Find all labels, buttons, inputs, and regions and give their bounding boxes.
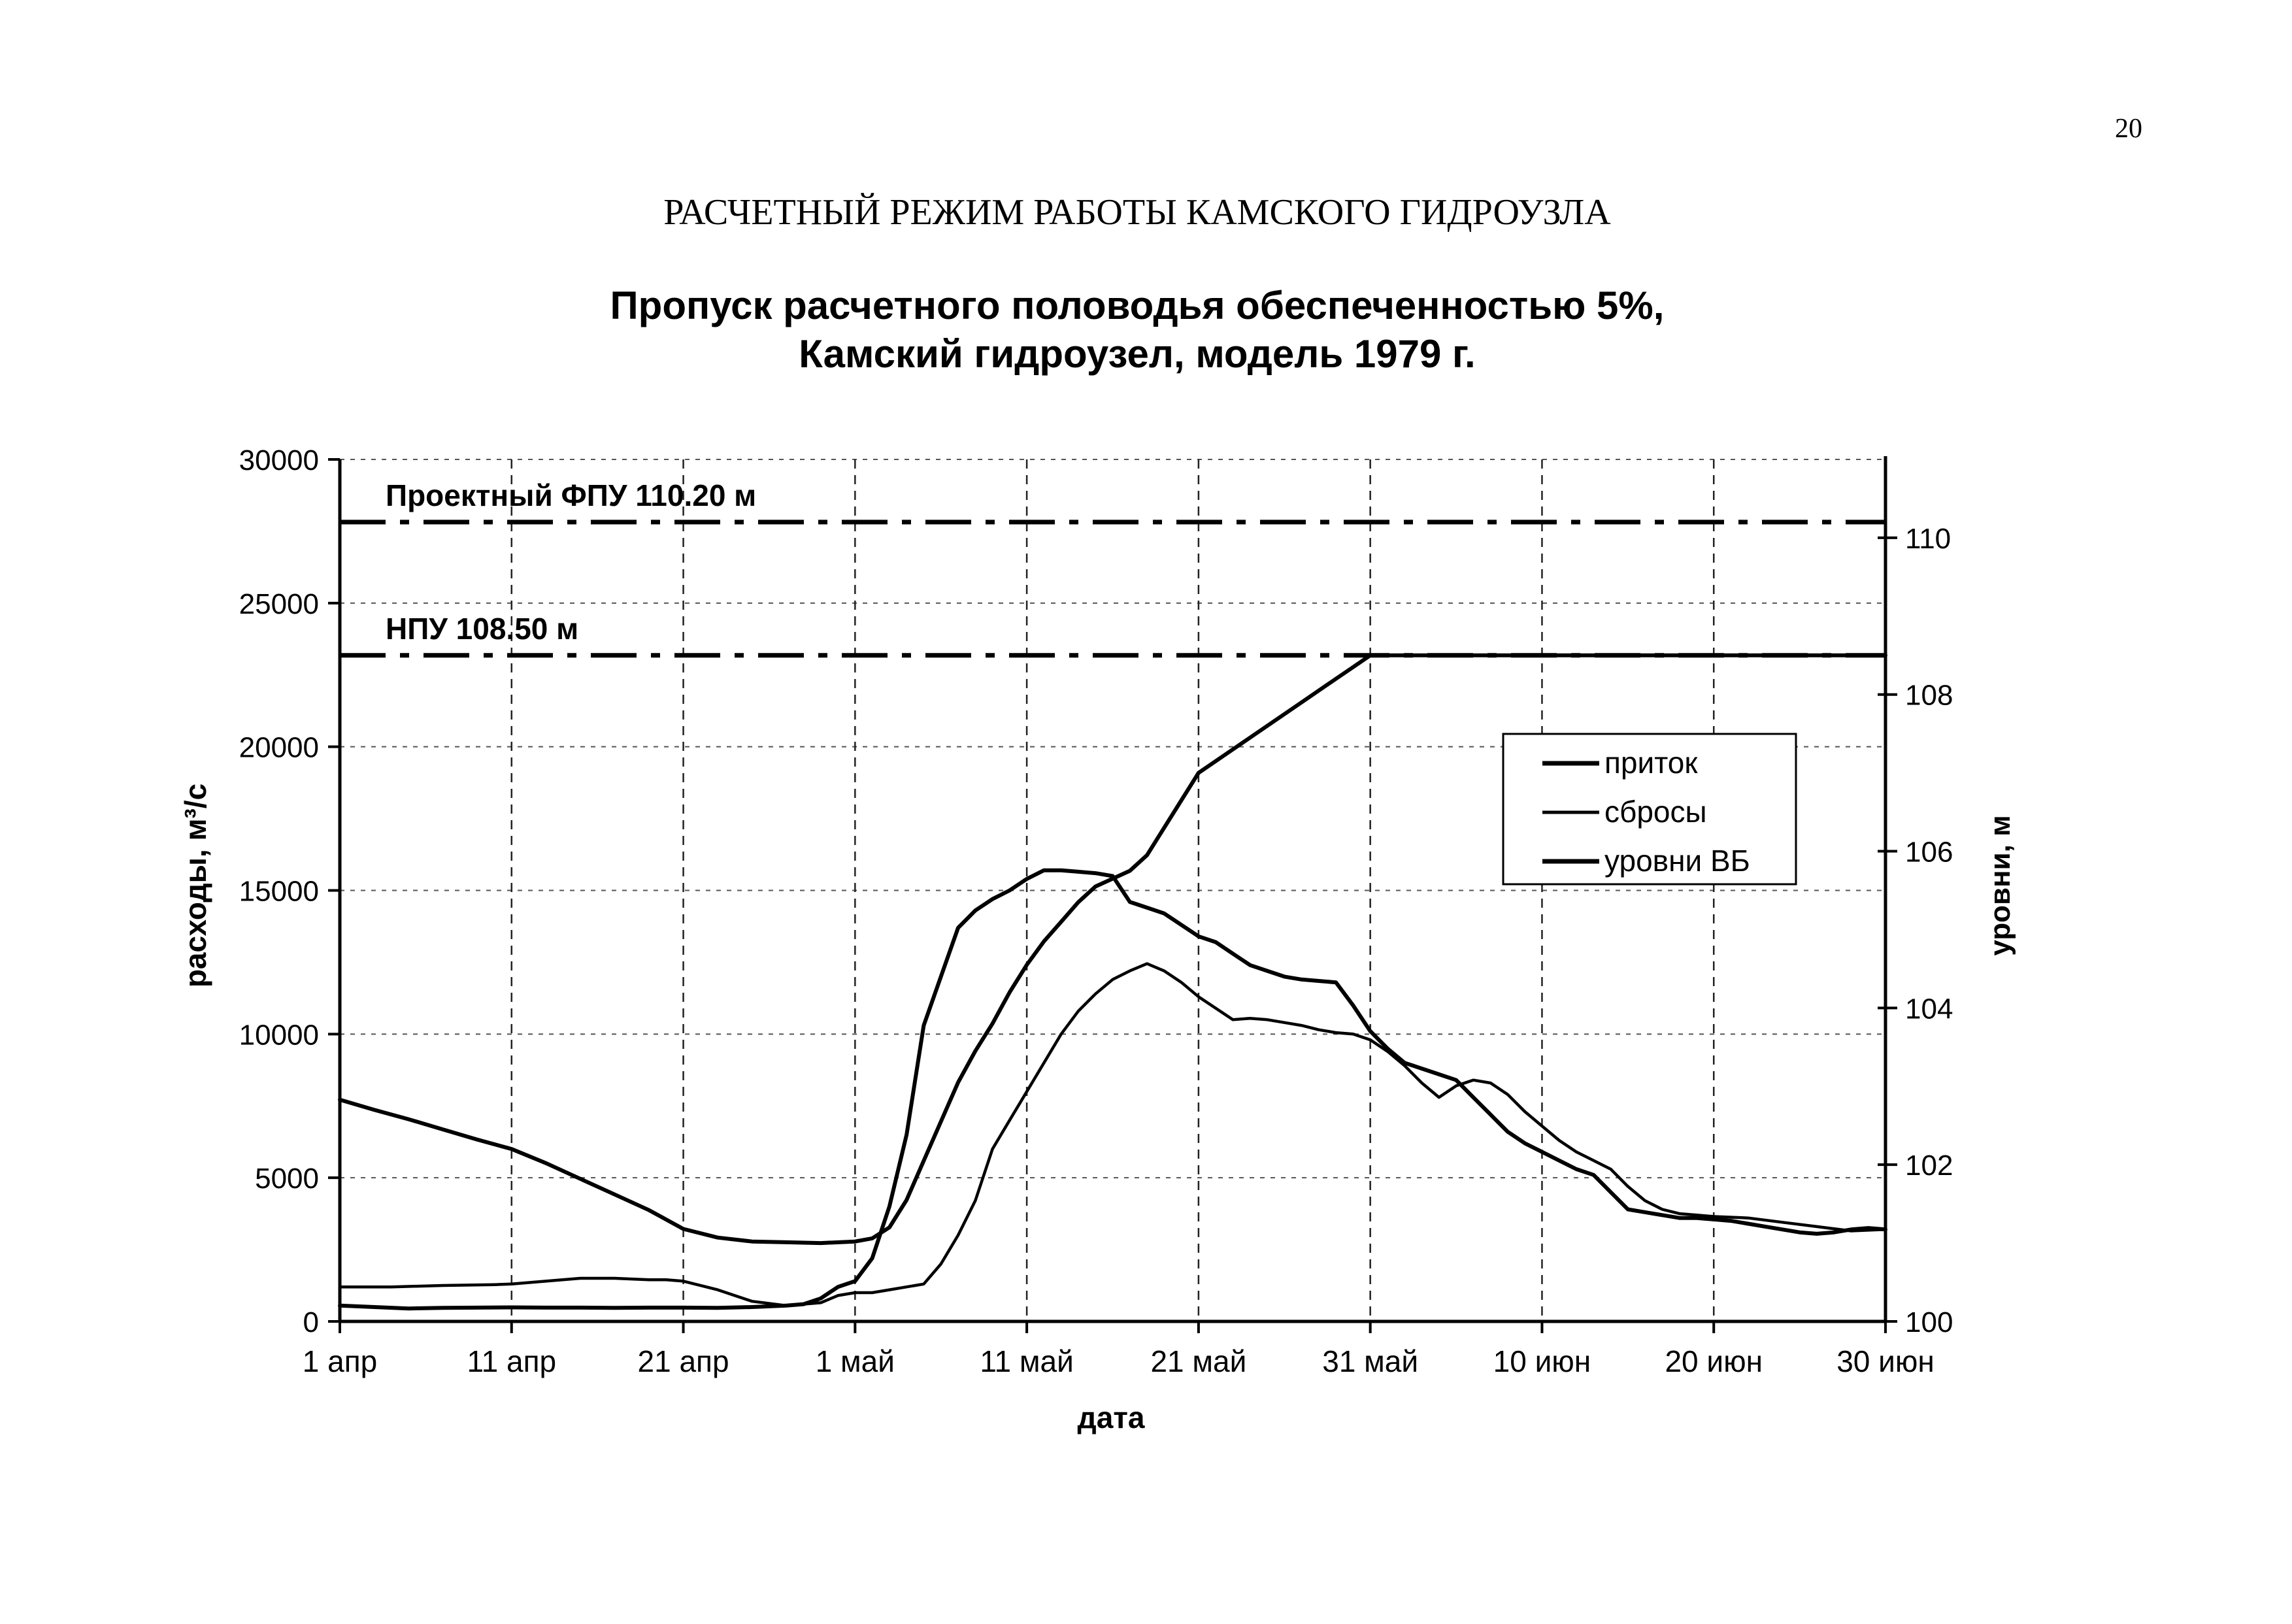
- reference-line-label: Проектный ФПУ 110.20 м: [386, 478, 757, 512]
- y-right-tick-label: 108: [1905, 679, 1953, 712]
- x-tick-label: 10 июн: [1493, 1344, 1591, 1378]
- y-left-tick-label: 20000: [239, 731, 319, 764]
- y-right-tick-label: 106: [1905, 836, 1953, 869]
- y-left-tick-label: 0: [303, 1306, 319, 1338]
- series-line-1: [340, 964, 1885, 1306]
- x-tick-label: 1 май: [815, 1344, 895, 1378]
- x-tick-label: 20 июн: [1665, 1344, 1763, 1378]
- y-right-tick-label: 104: [1905, 993, 1953, 1025]
- y-left-tick-label: 30000: [239, 444, 319, 476]
- y-left-tick-label: 10000: [239, 1019, 319, 1052]
- x-tick-label: 31 май: [1322, 1344, 1419, 1378]
- reference-lines: [340, 478, 1885, 655]
- x-tick-label: 21 май: [1150, 1344, 1247, 1378]
- series-line-0: [340, 870, 1885, 1309]
- x-tick-label: 30 июн: [1836, 1344, 1935, 1378]
- x-tick-label: 11 май: [980, 1344, 1074, 1378]
- x-tick-label: 11 апр: [467, 1344, 557, 1378]
- gridlines: [340, 459, 1885, 1321]
- reference-line-label: НПУ 108.50 м: [386, 611, 579, 646]
- legend: [1503, 734, 1796, 884]
- x-axis-label: дата: [1077, 1400, 1145, 1434]
- legend-label-pritok: приток: [1604, 746, 1698, 780]
- page-heading: РАСЧЕТНЫЙ РЕЖИМ РАБОТЫ КАМСКОГО ГИДРОУЗЛА: [663, 192, 1611, 233]
- chart-title-line-2: Камский гидроузел, модель 1979 г.: [799, 332, 1476, 376]
- chart-title-line-1: Пропуск расчетного половодья обеспеченностью 5%,: [610, 284, 1665, 327]
- y-left-tick-label: 5000: [255, 1163, 319, 1195]
- axes: [239, 444, 1953, 1378]
- y-axis-left-label: расходы, м³/с: [178, 783, 212, 988]
- legend-label-urovni: уровни ВБ: [1604, 844, 1750, 878]
- y-axis-right-label: уровни, м: [1984, 815, 2016, 956]
- page-number: 20: [2115, 114, 2142, 144]
- y-right-tick-label: 100: [1905, 1306, 1953, 1338]
- x-tick-label: 21 апр: [637, 1344, 729, 1378]
- x-tick-label: 1 апр: [302, 1344, 378, 1378]
- y-left-tick-label: 25000: [239, 588, 319, 620]
- legend-label-sbrosy: сбросы: [1604, 795, 1707, 829]
- y-right-tick-label: 110: [1905, 522, 1952, 555]
- y-right-tick-label: 102: [1905, 1150, 1953, 1182]
- y-left-tick-label: 15000: [239, 875, 319, 908]
